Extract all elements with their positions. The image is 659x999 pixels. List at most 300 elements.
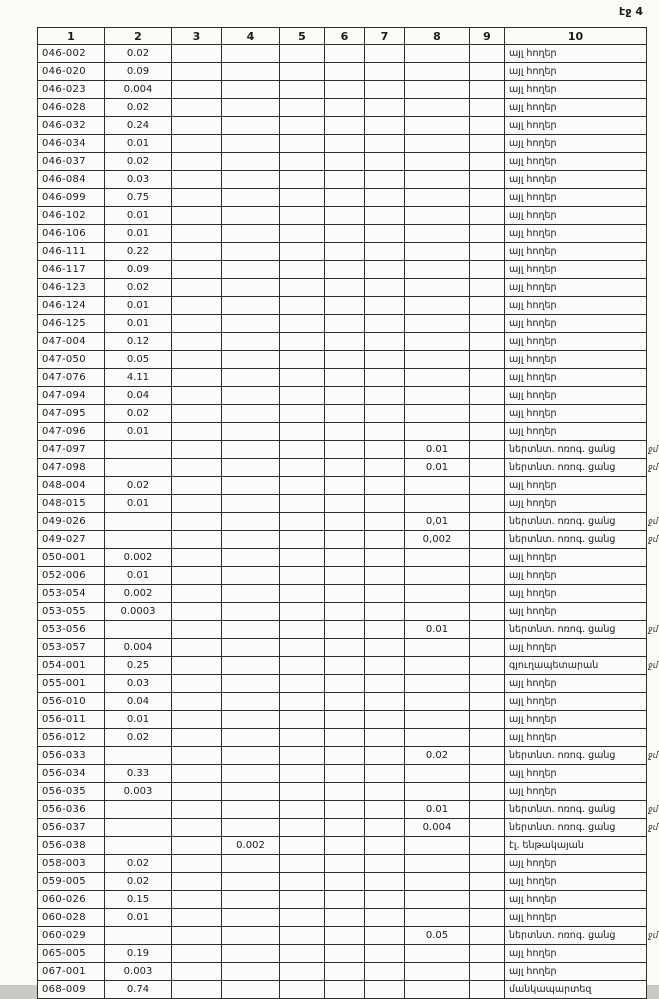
table-cell: 056-011 — [38, 711, 105, 729]
table-cell — [470, 243, 505, 261]
table-cell — [470, 693, 505, 711]
table-cell: այլ հողեր — [505, 99, 647, 117]
column-header: 1 — [38, 28, 105, 45]
table-row — [38, 783, 647, 801]
table-row — [38, 711, 647, 729]
table-cell — [470, 189, 505, 207]
table-cell: 0.12 — [105, 333, 172, 351]
table-cell: 0.03 — [105, 171, 172, 189]
table-cell — [172, 495, 222, 513]
table-cell — [172, 585, 222, 603]
table-cell — [365, 855, 405, 873]
table-cell — [280, 567, 325, 585]
table-cell — [365, 513, 405, 531]
table-cell: 046-002 — [38, 45, 105, 63]
column-header: 7 — [365, 28, 405, 45]
table-row — [38, 675, 647, 693]
table-cell — [280, 81, 325, 99]
table-cell — [325, 819, 365, 837]
table-cell: 050-001 — [38, 549, 105, 567]
table-cell — [172, 765, 222, 783]
table-cell — [280, 225, 325, 243]
table-cell: 0.02 — [105, 729, 172, 747]
table-cell — [105, 837, 172, 855]
table-cell: այլ հողեր — [505, 567, 647, 585]
table-cell — [365, 891, 405, 909]
table-cell — [470, 981, 505, 999]
table-cell: 0.25 — [105, 657, 172, 675]
table-cell — [405, 81, 470, 99]
table-cell: այլ հողեր — [505, 765, 647, 783]
table-cell — [470, 315, 505, 333]
table-row — [38, 225, 647, 243]
table-cell: այլ հողեր — [505, 963, 647, 981]
table-cell: մանկապարտեզ — [505, 981, 647, 999]
table-cell: այլ հողեր — [505, 873, 647, 891]
table-cell — [325, 963, 365, 981]
table-cell — [222, 405, 280, 423]
table-cell: 0.01 — [105, 495, 172, 513]
table-cell — [470, 909, 505, 927]
table-cell — [405, 981, 470, 999]
table-cell — [280, 351, 325, 369]
table-cell — [280, 657, 325, 675]
table-cell: 055-001 — [38, 675, 105, 693]
table-cell — [325, 657, 365, 675]
table-cell — [280, 711, 325, 729]
column-header: 5 — [280, 28, 325, 45]
table-row — [38, 405, 647, 423]
table-cell — [172, 117, 222, 135]
table-cell — [222, 369, 280, 387]
table-row — [38, 423, 647, 441]
table-cell — [470, 297, 505, 315]
table-cell — [172, 369, 222, 387]
table-cell — [405, 639, 470, 657]
table-cell: այլ հողեր — [505, 207, 647, 225]
table-cell — [325, 117, 365, 135]
table-cell — [405, 333, 470, 351]
table-cell: 052-006 — [38, 567, 105, 585]
table-cell — [222, 639, 280, 657]
table-cell — [405, 675, 470, 693]
table-cell — [172, 945, 222, 963]
table-cell: 060-029 — [38, 927, 105, 945]
table-cell — [325, 99, 365, 117]
table-cell — [172, 297, 222, 315]
table-row — [38, 441, 647, 459]
table-cell — [470, 153, 505, 171]
table-cell — [325, 513, 365, 531]
table-cell — [172, 243, 222, 261]
table-cell — [470, 729, 505, 747]
table-cell — [280, 693, 325, 711]
table-cell — [325, 45, 365, 63]
table-cell: 0.01 — [405, 621, 470, 639]
table-cell: 046-117 — [38, 261, 105, 279]
table-cell — [172, 603, 222, 621]
table-cell — [470, 261, 505, 279]
table-cell — [365, 243, 405, 261]
table-cell — [365, 189, 405, 207]
table-cell — [222, 171, 280, 189]
table-cell — [222, 693, 280, 711]
table-cell — [172, 513, 222, 531]
table-cell: այլ հողեր — [505, 189, 647, 207]
table-cell: այլ հողեր — [505, 549, 647, 567]
table-cell — [470, 621, 505, 639]
table-row — [38, 981, 647, 999]
table-cell: 046-037 — [38, 153, 105, 171]
table-cell — [222, 819, 280, 837]
table-cell: 0.004 — [105, 639, 172, 657]
table-cell — [405, 855, 470, 873]
table-cell: 054-001 — [38, 657, 105, 675]
table-cell — [470, 441, 505, 459]
table-cell — [470, 927, 505, 945]
table-cell — [222, 495, 280, 513]
table-cell — [172, 531, 222, 549]
table-cell — [470, 387, 505, 405]
table-cell: 056-037 — [38, 819, 105, 837]
table-cell: 0.75 — [105, 189, 172, 207]
marginal-note: ջմ — [648, 750, 659, 761]
table-cell — [172, 81, 222, 99]
table-cell — [470, 207, 505, 225]
table-body — [38, 45, 647, 999]
table-cell — [222, 513, 280, 531]
table-cell — [280, 639, 325, 657]
table-cell — [280, 675, 325, 693]
table-cell: 046-020 — [38, 63, 105, 81]
table-cell — [172, 909, 222, 927]
table-cell — [365, 909, 405, 927]
table-row — [38, 837, 647, 855]
table-row — [38, 387, 647, 405]
table-cell — [222, 549, 280, 567]
table-cell — [280, 369, 325, 387]
table-cell: 0.05 — [405, 927, 470, 945]
table-cell — [105, 801, 172, 819]
table-row — [38, 657, 647, 675]
table-cell — [222, 315, 280, 333]
table-cell: 047-098 — [38, 459, 105, 477]
table-cell — [470, 135, 505, 153]
table-cell — [405, 207, 470, 225]
table-cell — [365, 873, 405, 891]
table-cell: 0.01 — [105, 909, 172, 927]
table-cell: 0.15 — [105, 891, 172, 909]
table-cell — [222, 135, 280, 153]
table-cell — [222, 99, 280, 117]
table-cell — [325, 243, 365, 261]
table-cell — [172, 819, 222, 837]
table-cell — [222, 243, 280, 261]
table-cell: 056-033 — [38, 747, 105, 765]
table-cell — [280, 549, 325, 567]
table-cell: 0.01 — [405, 801, 470, 819]
table-cell: 0.02 — [105, 153, 172, 171]
table-cell — [172, 837, 222, 855]
table-cell — [222, 207, 280, 225]
table-cell — [280, 927, 325, 945]
table-cell — [470, 783, 505, 801]
table-cell — [222, 153, 280, 171]
table-cell — [365, 423, 405, 441]
table-cell — [280, 261, 325, 279]
table-cell: 0.02 — [405, 747, 470, 765]
table-cell: 0.02 — [105, 405, 172, 423]
table-cell: 0.01 — [105, 423, 172, 441]
table-cell — [280, 729, 325, 747]
table-cell — [172, 171, 222, 189]
table-cell — [405, 657, 470, 675]
table-cell: 053-054 — [38, 585, 105, 603]
table-cell — [280, 909, 325, 927]
table-cell — [280, 873, 325, 891]
table-cell — [172, 351, 222, 369]
table-cell — [365, 801, 405, 819]
table-cell — [280, 459, 325, 477]
table-cell: այլ հողեր — [505, 909, 647, 927]
table-cell — [470, 45, 505, 63]
table-cell — [325, 315, 365, 333]
table-cell — [280, 747, 325, 765]
table-cell: 0.004 — [405, 819, 470, 837]
table-cell: 047-050 — [38, 351, 105, 369]
table-cell — [280, 279, 325, 297]
table-cell — [172, 477, 222, 495]
table-cell — [105, 459, 172, 477]
table-cell — [105, 747, 172, 765]
table-cell: 046-124 — [38, 297, 105, 315]
table-cell — [172, 639, 222, 657]
table-cell — [405, 387, 470, 405]
table-cell — [222, 783, 280, 801]
table-cell: 056-034 — [38, 765, 105, 783]
table-cell — [222, 261, 280, 279]
table-cell: 0.01 — [105, 135, 172, 153]
table-cell — [222, 963, 280, 981]
table-cell — [365, 549, 405, 567]
table-cell — [325, 189, 365, 207]
table-cell: 046-023 — [38, 81, 105, 99]
table-cell — [325, 261, 365, 279]
table-cell — [325, 621, 365, 639]
table-row — [38, 891, 647, 909]
table-cell — [172, 135, 222, 153]
table-cell — [222, 387, 280, 405]
table-cell — [172, 225, 222, 243]
table-cell — [325, 603, 365, 621]
table-cell: 056-012 — [38, 729, 105, 747]
table-cell — [405, 405, 470, 423]
table-cell: 0.0003 — [105, 603, 172, 621]
table-cell — [470, 423, 505, 441]
table-cell — [172, 873, 222, 891]
table-row — [38, 171, 647, 189]
table-cell — [470, 63, 505, 81]
table-cell — [325, 693, 365, 711]
table-cell — [365, 351, 405, 369]
table-cell: 047-076 — [38, 369, 105, 387]
table-cell — [325, 387, 365, 405]
marginal-note: ջմ — [648, 444, 659, 455]
table-cell: 0.02 — [105, 99, 172, 117]
table-cell: 056-010 — [38, 693, 105, 711]
table-cell — [470, 549, 505, 567]
table-cell — [470, 819, 505, 837]
table-cell — [470, 459, 505, 477]
table-cell — [405, 243, 470, 261]
table-cell: 046-084 — [38, 171, 105, 189]
table-cell — [365, 207, 405, 225]
table-cell — [222, 189, 280, 207]
table-row — [38, 765, 647, 783]
table-cell — [365, 369, 405, 387]
page-number-label: էջ 4 — [619, 5, 643, 18]
table-cell — [470, 603, 505, 621]
table-row — [38, 531, 647, 549]
table-cell: 0.74 — [105, 981, 172, 999]
table-cell — [325, 855, 365, 873]
column-header: 9 — [470, 28, 505, 45]
table-cell — [280, 315, 325, 333]
table-cell — [222, 981, 280, 999]
table-cell — [365, 387, 405, 405]
table-cell — [222, 909, 280, 927]
table-cell — [470, 837, 505, 855]
table-cell: այլ հողեր — [505, 45, 647, 63]
table-cell — [405, 117, 470, 135]
table-cell — [325, 63, 365, 81]
table-cell — [222, 801, 280, 819]
table-cell — [470, 333, 505, 351]
table-cell: 0.24 — [105, 117, 172, 135]
table-cell — [365, 45, 405, 63]
table-cell — [172, 711, 222, 729]
table-cell — [405, 495, 470, 513]
table-cell — [325, 477, 365, 495]
table-cell — [325, 927, 365, 945]
table-cell — [222, 423, 280, 441]
table-cell — [325, 945, 365, 963]
table-cell: 058-003 — [38, 855, 105, 873]
table-cell — [365, 63, 405, 81]
table-row — [38, 99, 647, 117]
table-cell — [365, 171, 405, 189]
table-cell — [222, 567, 280, 585]
table-cell — [222, 711, 280, 729]
table-cell — [172, 747, 222, 765]
table-row — [38, 315, 647, 333]
table-cell — [365, 567, 405, 585]
table-row — [38, 801, 647, 819]
table-cell — [280, 621, 325, 639]
table-row — [38, 459, 647, 477]
table-cell — [172, 693, 222, 711]
table-row — [38, 747, 647, 765]
table-cell — [222, 441, 280, 459]
table-cell — [172, 963, 222, 981]
table-cell — [365, 927, 405, 945]
table-cell: այլ հողեր — [505, 495, 647, 513]
table-cell — [470, 531, 505, 549]
table-cell — [325, 153, 365, 171]
table-cell — [280, 387, 325, 405]
table-cell: 0.01 — [405, 441, 470, 459]
table-cell — [222, 873, 280, 891]
column-header: 4 — [222, 28, 280, 45]
table-cell: 0.003 — [105, 963, 172, 981]
table-cell — [365, 225, 405, 243]
table-cell — [325, 585, 365, 603]
table-cell: ներտնտ. ոռոգ. ցանց — [505, 513, 647, 531]
table-cell: ներտնտ. ոռոգ. ցանց — [505, 819, 647, 837]
table-cell: այլ հողեր — [505, 135, 647, 153]
table-cell — [280, 765, 325, 783]
table-cell — [365, 153, 405, 171]
table-cell — [325, 711, 365, 729]
table-cell — [222, 225, 280, 243]
table-cell — [222, 621, 280, 639]
table-cell: այլ հողեր — [505, 693, 647, 711]
table-cell: այլ հողեր — [505, 405, 647, 423]
table-cell — [222, 45, 280, 63]
table-cell — [365, 675, 405, 693]
table-cell — [470, 675, 505, 693]
table-cell — [105, 819, 172, 837]
table-cell — [405, 477, 470, 495]
table-cell — [105, 531, 172, 549]
table-cell — [470, 225, 505, 243]
table-cell: 046-123 — [38, 279, 105, 297]
table-cell: 046-102 — [38, 207, 105, 225]
table-cell — [325, 135, 365, 153]
table-cell — [365, 783, 405, 801]
table-cell — [470, 369, 505, 387]
table-row — [38, 369, 647, 387]
table-cell — [172, 279, 222, 297]
table-row — [38, 243, 647, 261]
table-cell — [405, 945, 470, 963]
table-cell — [365, 621, 405, 639]
table-cell — [172, 549, 222, 567]
table-cell — [405, 567, 470, 585]
table-cell — [365, 945, 405, 963]
table-cell: 048-004 — [38, 477, 105, 495]
table-row — [38, 261, 647, 279]
table-cell — [280, 171, 325, 189]
table-cell — [325, 531, 365, 549]
table-cell: 053-057 — [38, 639, 105, 657]
table-cell: այլ հողեր — [505, 63, 647, 81]
table-cell — [325, 225, 365, 243]
table-cell — [365, 657, 405, 675]
column-header: 2 — [105, 28, 172, 45]
table-cell: 047-095 — [38, 405, 105, 423]
table-cell — [405, 963, 470, 981]
table-cell: 0.002 — [105, 549, 172, 567]
table-cell — [325, 81, 365, 99]
table-cell: 0.19 — [105, 945, 172, 963]
table-cell — [325, 765, 365, 783]
table-cell: ներտնտ. ոռոգ. ցանց — [505, 621, 647, 639]
table-cell — [325, 909, 365, 927]
table-cell — [325, 567, 365, 585]
table-cell — [405, 891, 470, 909]
table-cell: այլ հողեր — [505, 171, 647, 189]
